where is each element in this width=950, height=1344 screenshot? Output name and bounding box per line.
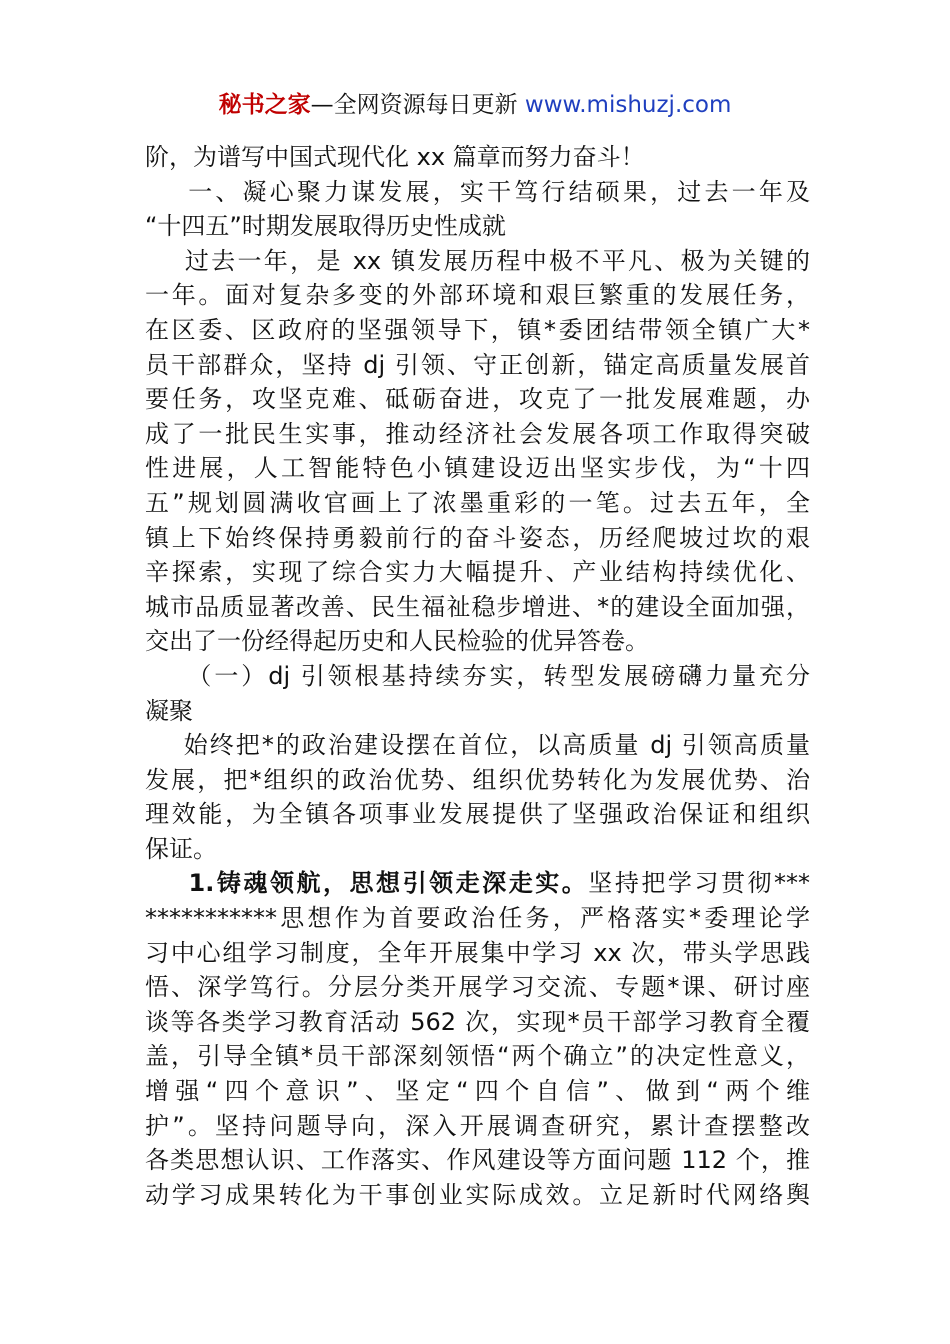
- text-line: [145, 175, 810, 210]
- line-text: 凝聚: [145, 696, 193, 725]
- line-text: 始终把*的政治建设摆在首位，以高质量 dj 引领高质量: [145, 731, 810, 760]
- text-line: [145, 1178, 810, 1213]
- text-line: [145, 624, 810, 659]
- line-text: 一、凝心聚力谋发展，实干笃行结硕果，过去一年及: [145, 177, 810, 206]
- line-text: 护”。坚持问题导向，深入开展调查研究，累计查摆整改: [145, 1111, 810, 1140]
- text-line: [145, 728, 810, 763]
- line-text: 镇上下始终保持勇毅前行的奋斗姿态，历经爬坡过坎的艰: [145, 523, 810, 552]
- text-line: [145, 590, 810, 625]
- site-tagline: —全网资源每日更新: [310, 92, 525, 118]
- line-text: 要任务，攻坚克难、砥砺奋进，攻克了一批发展难题，办: [145, 385, 810, 414]
- site-header: [0, 88, 950, 122]
- line-text: 谈等各类学习教育活动 562 次，实现*员干部学习教育全覆: [145, 1007, 810, 1036]
- text-line: [145, 313, 810, 348]
- line-text: 坚持把学习贯彻***: [588, 869, 810, 898]
- line-text: 理效能，为全镇各项事业发展提供了坚强政治保证和组织: [145, 800, 810, 829]
- line-text: 五”规划圆满收官画上了浓墨重彩的一笔。过去五年，全: [145, 488, 810, 517]
- text-line: [145, 659, 810, 694]
- document-body: [145, 140, 810, 1212]
- text-line: [145, 1074, 810, 1109]
- line-text: 保证。: [145, 834, 217, 863]
- line-text: 交出了一份经得起历史和人民检验的优异答卷。: [145, 627, 649, 656]
- line-text: 一年。面对复杂多变的外部环境和艰巨繁重的发展任务，: [145, 281, 810, 310]
- line-text: 过去一年，是 xx 镇发展历程中极不平凡、极为关键的: [145, 246, 810, 275]
- text-line: [145, 209, 810, 244]
- text-line: [145, 555, 810, 590]
- line-text: ***********思想作为首要政治任务，严格落实*委理论学: [145, 904, 810, 933]
- line-text: 各类思想认识、工作落实、作风建设等方面问题 112 个，推: [145, 1146, 810, 1175]
- line-text: 员干部群众，坚持 dj 引领、守正创新，锚定高质量发展首: [145, 350, 810, 379]
- text-line: [145, 866, 810, 901]
- text-line: [145, 382, 810, 417]
- line-text: 性进展，人工智能特色小镇建设迈出坚实步伐，为“十四: [145, 454, 810, 483]
- line-text: 阶，为谱写中国式现代化 xx 篇章而努力奋斗！: [145, 143, 645, 171]
- line-text: 成了一批民生实事，推动经济社会发展各项工作取得突破: [145, 419, 810, 448]
- text-line: [145, 417, 810, 452]
- text-line: [145, 832, 810, 867]
- text-line: [145, 451, 810, 486]
- text-line: [145, 521, 810, 556]
- text-line: [145, 1109, 810, 1144]
- line-text: 辛探索，实现了综合实力大幅提升、产业结构持续优化、: [145, 558, 810, 587]
- text-line: [145, 970, 810, 1005]
- line-text: 悟、深学笃行。分层分类开展学习交流、专题*课、研讨座: [145, 973, 810, 1002]
- text-line: [145, 936, 810, 971]
- text-line: [145, 763, 810, 798]
- text-line: [145, 486, 810, 521]
- text-line: [145, 901, 810, 936]
- line-text: 城市品质显著改善、民生福祉稳步增进、*的建设全面加强，: [145, 592, 810, 621]
- text-line: [145, 1005, 810, 1040]
- site-brand: 秘书之家: [218, 92, 311, 118]
- text-line: [145, 694, 810, 729]
- site-url-link[interactable]: www.mishuzj.com: [524, 92, 732, 118]
- text-line: [145, 348, 810, 383]
- line-text: 增强“四个意识”、坚定“四个自信”、做到“两个维: [145, 1077, 810, 1106]
- line-text: 在区委、区政府的坚强领导下，镇*委团结带领全镇广大*: [145, 315, 810, 344]
- text-line: [145, 244, 810, 279]
- line-text: 习中心组学习制度，全年开展集中学习 xx 次，带头学思践: [145, 938, 810, 967]
- line-text: 盖，引导全镇*员干部深刻领悟“两个确立”的决定性意义，: [145, 1042, 810, 1071]
- line-text: 发展，把*组织的政治优势、组织优势转化为发展优势、治: [145, 765, 810, 794]
- text-line: [145, 1143, 810, 1178]
- line-text: （一）dj 引领根基持续夯实，转型发展磅礴力量充分: [145, 661, 810, 690]
- text-line: [145, 278, 810, 313]
- text-line: [145, 140, 810, 175]
- text-line: [145, 797, 810, 832]
- section-heading-inline: 1.铸魂领航，思想引领走深走实。: [145, 869, 589, 898]
- text-line: [145, 1039, 810, 1074]
- line-text: “十四五”时期发展取得历史性成就: [145, 212, 506, 241]
- line-text: 动学习成果转化为干事创业实际成效。立足新时代网络舆: [145, 1180, 810, 1209]
